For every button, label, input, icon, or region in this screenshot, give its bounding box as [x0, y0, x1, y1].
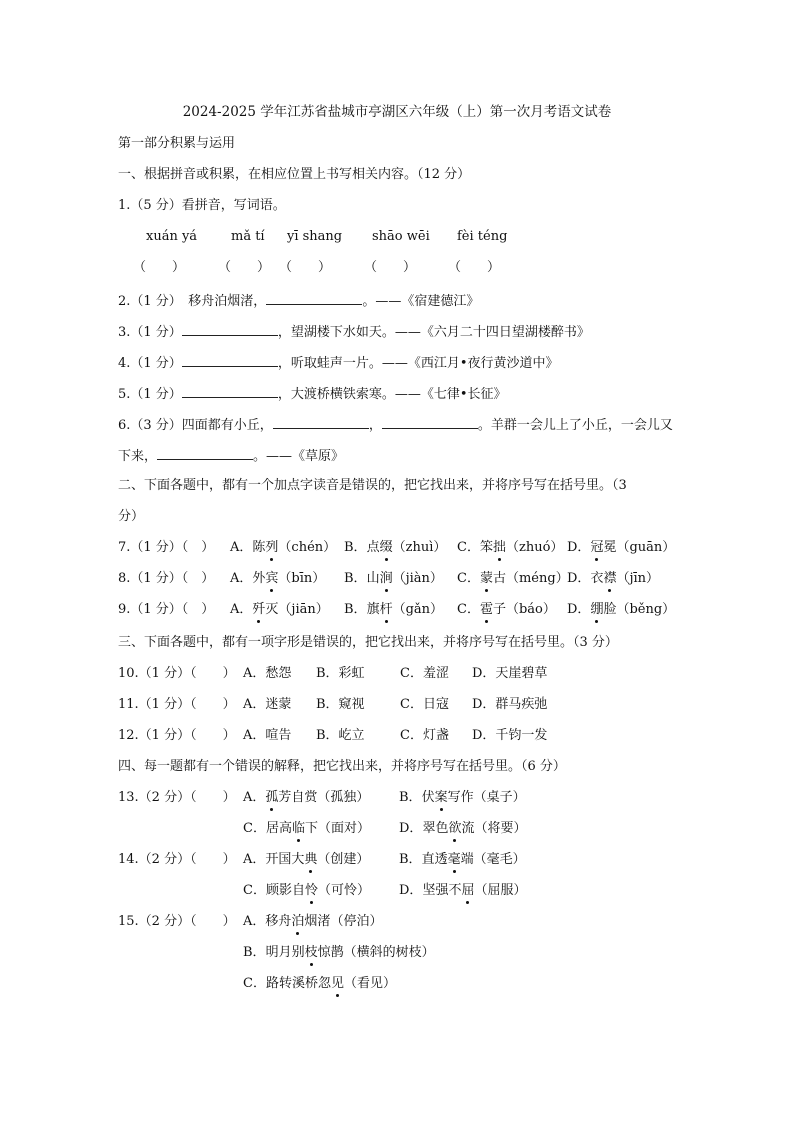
section-4-heading: 四、每一题都有一个错误的解释，把它找出来，并将序号写在括号里。（6 分）	[118, 759, 566, 774]
option-label: D．	[567, 571, 591, 586]
answer-bracket-2[interactable]: （ ）	[218, 260, 271, 275]
answer-blank[interactable]	[266, 291, 362, 305]
option-note: （屈服）	[474, 883, 527, 898]
option-note: （可怜）	[317, 883, 370, 898]
option-c[interactable]	[457, 570, 569, 588]
question-8-prefix: 8.（1 分）（ ）	[118, 571, 215, 586]
option-a[interactable]	[243, 851, 369, 869]
option-label: A．	[230, 540, 253, 555]
question-4	[118, 353, 558, 373]
option-label: B．	[344, 540, 367, 555]
answer-bracket-1[interactable]: （ ）	[133, 260, 186, 275]
option-pre: 点	[366, 540, 380, 555]
pinyin-1: xuán yá	[146, 229, 198, 244]
option-label: A．	[230, 571, 253, 586]
option-post: 芳自赏	[278, 790, 318, 805]
option-dotted-char: 临	[291, 821, 305, 836]
option-py: （gǎn）	[392, 602, 444, 617]
option-c[interactable]: C．日寇	[400, 697, 449, 712]
option-dotted-char: 宾	[265, 571, 279, 586]
option-label: D．	[567, 602, 591, 617]
option-post: 流	[461, 821, 475, 836]
question-13-prefix: 13.（2 分）（ ）	[118, 790, 236, 805]
option-py: （zhuó）	[505, 540, 564, 555]
option-dotted-char: 拙	[492, 540, 506, 555]
option-a[interactable]: A．迷蒙	[243, 697, 292, 712]
option-pre: 伏	[421, 790, 435, 805]
section-2-heading: 二、下面各题中，都有一个加点字读音是错误的，把它找出来，并将序号写在括号里。（3	[118, 478, 627, 493]
option-post: 端	[460, 852, 474, 867]
page-title: 2024-2025 学年江苏省盐城市亭湖区六年级（上）第一次月考语文试卷	[182, 104, 612, 120]
option-py: （zhuì）	[392, 540, 447, 555]
option-pre: 顾影自	[265, 883, 305, 898]
question-6-line-2	[118, 446, 344, 466]
option-dotted-char: 孤	[265, 790, 279, 805]
question-3-prefix: 3.（1 分）	[118, 325, 182, 340]
option-label: B．	[243, 945, 266, 960]
option-d[interactable]	[567, 570, 659, 588]
option-b[interactable]	[344, 539, 446, 557]
option-post: 写作	[447, 790, 474, 805]
option-note: （横斜的树枝）	[343, 945, 435, 960]
question-3-suffix: ，望湖楼下水如天。——《六月二十四日望湖楼醉书》	[277, 325, 590, 340]
option-note: （面对）	[318, 821, 371, 836]
option-b[interactable]: B．屹立	[316, 728, 365, 743]
question-11-prefix: 11.（1 分）（ ）	[118, 697, 236, 712]
option-note: （创建）	[317, 852, 370, 867]
answer-bracket-3[interactable]: （ ）	[279, 260, 332, 275]
option-note: （毫毛）	[473, 852, 526, 867]
question-5-prefix: 5.（1 分）	[118, 387, 182, 402]
option-pre: 衣	[590, 571, 604, 586]
pinyin-3: yī shang	[287, 229, 343, 244]
answer-bracket-5[interactable]: （ ）	[448, 260, 501, 275]
option-c[interactable]: C．灯盏	[400, 728, 449, 743]
option-dotted-char: 典	[304, 852, 318, 867]
option-label: D．	[399, 883, 423, 898]
option-a[interactable]	[230, 570, 325, 588]
option-b[interactable]	[344, 570, 443, 588]
option-b[interactable]: B．彩虹	[316, 666, 365, 681]
option-note: （看见）	[343, 976, 396, 991]
option-d[interactable]	[567, 539, 675, 557]
option-dotted-char: 歼	[252, 602, 266, 617]
answer-blank[interactable]	[182, 384, 278, 398]
option-post: 下	[304, 821, 318, 836]
option-pre: 路转溪桥忽	[265, 976, 331, 991]
answer-blank[interactable]	[182, 322, 278, 336]
option-post: 古	[492, 571, 506, 586]
option-note: （将要）	[474, 821, 527, 836]
option-dotted-char: 案	[434, 790, 448, 805]
answer-blank[interactable]	[382, 415, 478, 429]
option-label: A．	[243, 914, 266, 929]
option-pre: 陈	[252, 540, 266, 555]
option-d[interactable]	[567, 601, 675, 619]
option-pre: 开国大	[265, 852, 305, 867]
option-label: A．	[243, 852, 266, 867]
option-dotted-char: 见	[330, 976, 344, 991]
question-5	[118, 384, 506, 404]
option-py: （bīn）	[278, 571, 326, 586]
option-dotted-char: 襟	[603, 571, 617, 586]
option-dotted-char: 欲	[448, 821, 462, 836]
question-6-line-1	[118, 415, 673, 435]
option-label: C．	[457, 571, 480, 586]
pinyin-4: shāo wēi	[372, 229, 430, 244]
pinyin-5: fèi téng	[457, 229, 508, 244]
question-14-prefix: 14.（2 分）（ ）	[118, 852, 236, 867]
option-dotted-char: 绷	[590, 602, 604, 617]
option-pre: 旗	[366, 602, 380, 617]
option-c[interactable]: C．羞涩	[400, 666, 449, 681]
section-2-heading-cont: 分）	[118, 509, 145, 524]
part-heading: 第一部分积累与运用	[118, 136, 236, 151]
question-2-suffix: 。——《宿建德江》	[362, 294, 480, 309]
question-7-prefix: 7.（1 分）（ ）	[118, 540, 215, 555]
option-label: C．	[243, 976, 266, 991]
option-pre: 居高	[265, 821, 292, 836]
option-pre: 明月别	[265, 945, 305, 960]
option-label: A．	[243, 790, 266, 805]
option-c[interactable]	[243, 975, 396, 993]
option-label: D．	[567, 540, 591, 555]
option-post: 惊鹊	[317, 945, 344, 960]
option-post: 脸	[603, 602, 617, 617]
option-dotted-char: 屈	[461, 883, 475, 898]
option-pre: 外	[252, 571, 266, 586]
option-label: C．	[243, 821, 266, 836]
option-b[interactable]	[243, 944, 435, 962]
option-d[interactable]: D．群马疾弛	[472, 697, 548, 712]
question-2	[118, 291, 479, 311]
option-d[interactable]: D．千钧一发	[472, 728, 548, 743]
section-3-heading: 三、下面各题中，都有一项字形是错误的，把它找出来，并将序号写在括号里。（3 分）	[118, 635, 618, 650]
option-dotted-char: 枝	[304, 945, 318, 960]
option-a[interactable]: A．喧告	[243, 728, 292, 743]
option-pre: 山	[366, 571, 380, 586]
option-dotted-char: 雹	[479, 602, 493, 617]
option-dotted-char: 涧	[379, 571, 393, 586]
option-d[interactable]	[399, 820, 527, 838]
option-d[interactable]	[399, 882, 526, 900]
option-py: （báo）	[505, 602, 556, 617]
option-c[interactable]	[243, 882, 370, 900]
option-dotted-char: 怜	[304, 883, 318, 898]
option-a[interactable]: A．愁怨	[243, 666, 292, 681]
option-dotted-char: 列	[265, 540, 279, 555]
option-py: （běng）	[616, 602, 676, 617]
option-py: （jīn）	[616, 571, 660, 586]
option-note: （孤独）	[317, 790, 370, 805]
question-5-suffix: ，大渡桥横铁索寒。——《七律•长征》	[277, 387, 507, 402]
question-2-prefix: 2.（1 分） 移舟泊烟渚，	[118, 294, 267, 309]
option-a[interactable]	[230, 601, 329, 619]
option-label: C．	[457, 540, 480, 555]
question-6-comma: ，	[368, 418, 382, 433]
option-dotted-char: 泊	[291, 914, 305, 929]
option-a[interactable]	[230, 539, 336, 557]
option-b[interactable]: B．窥视	[316, 697, 365, 712]
option-post: 灭	[265, 602, 279, 617]
question-12-prefix: 12.（1 分）（ ）	[118, 728, 236, 743]
option-label: B．	[344, 571, 367, 586]
question-10-prefix: 10.（1 分）（ ）	[118, 666, 236, 681]
option-py: （jiàn）	[392, 571, 443, 586]
option-a[interactable]	[243, 789, 369, 807]
option-c[interactable]	[457, 601, 556, 619]
answer-blank[interactable]	[182, 353, 278, 367]
option-pre: 坚强不	[422, 883, 462, 898]
option-label: B．	[399, 852, 422, 867]
option-b[interactable]	[399, 851, 526, 869]
question-4-prefix: 4.（1 分）	[118, 356, 182, 371]
option-pre: 直透	[421, 852, 448, 867]
option-pre: 翠色	[422, 821, 449, 836]
option-dotted-char: 冠	[590, 540, 604, 555]
option-a[interactable]	[243, 913, 382, 931]
option-dotted-char: 缀	[379, 540, 393, 555]
option-pre: 移舟	[265, 914, 292, 929]
option-post: 子	[492, 602, 506, 617]
option-post: 冕	[603, 540, 617, 555]
question-6-line2-suffix: 。——《草原》	[253, 449, 345, 464]
section-1-heading: 一、根据拼音或积累，在相应位置上书写相关内容。（12 分）	[118, 167, 471, 182]
option-b[interactable]	[399, 789, 526, 807]
option-dotted-char: 蒙	[479, 571, 493, 586]
answer-blank[interactable]	[273, 415, 369, 429]
question-6-suffix: 。羊群一会儿上了小丘，一会儿又	[477, 418, 673, 433]
option-note: （停泊）	[330, 914, 383, 929]
question-4-suffix: ，听取蛙声一片。——《西江月•夜行黄沙道中》	[277, 356, 559, 371]
option-c[interactable]	[243, 820, 370, 838]
option-py: （jiān）	[278, 602, 329, 617]
option-dotted-char: 杆	[379, 602, 393, 617]
option-post: 烟渚	[304, 914, 331, 929]
option-label: D．	[399, 821, 423, 836]
pinyin-2: mǎ tí	[231, 229, 265, 244]
question-3	[118, 322, 590, 342]
option-label: B．	[344, 602, 367, 617]
option-note: （桌子）	[473, 790, 526, 805]
option-c[interactable]	[457, 539, 563, 557]
question-15-prefix: 15.（2 分）（ ）	[118, 914, 236, 929]
option-dotted-char: 毫	[447, 852, 461, 867]
question-6-prefix: 6.（3 分）四面都有小丘，	[118, 418, 273, 433]
answer-blank[interactable]	[157, 446, 253, 460]
option-b[interactable]	[344, 601, 443, 619]
option-label: C．	[457, 602, 480, 617]
option-d[interactable]: D．天崖碧草	[472, 666, 548, 681]
option-py: （guān）	[616, 540, 676, 555]
option-label: C．	[243, 883, 266, 898]
answer-bracket-4[interactable]: （ ）	[364, 260, 417, 275]
question-9-prefix: 9.（1 分）（ ）	[118, 602, 215, 617]
option-py: （méng）	[505, 571, 569, 586]
option-label: B．	[399, 790, 422, 805]
option-pre: 笨	[479, 540, 493, 555]
question-6-line2-prefix: 下来，	[118, 449, 158, 464]
option-label: A．	[230, 602, 253, 617]
option-py: （chén）	[278, 540, 337, 555]
question-1-prompt: 1.（5 分）看拼音，写词语。	[118, 198, 286, 213]
